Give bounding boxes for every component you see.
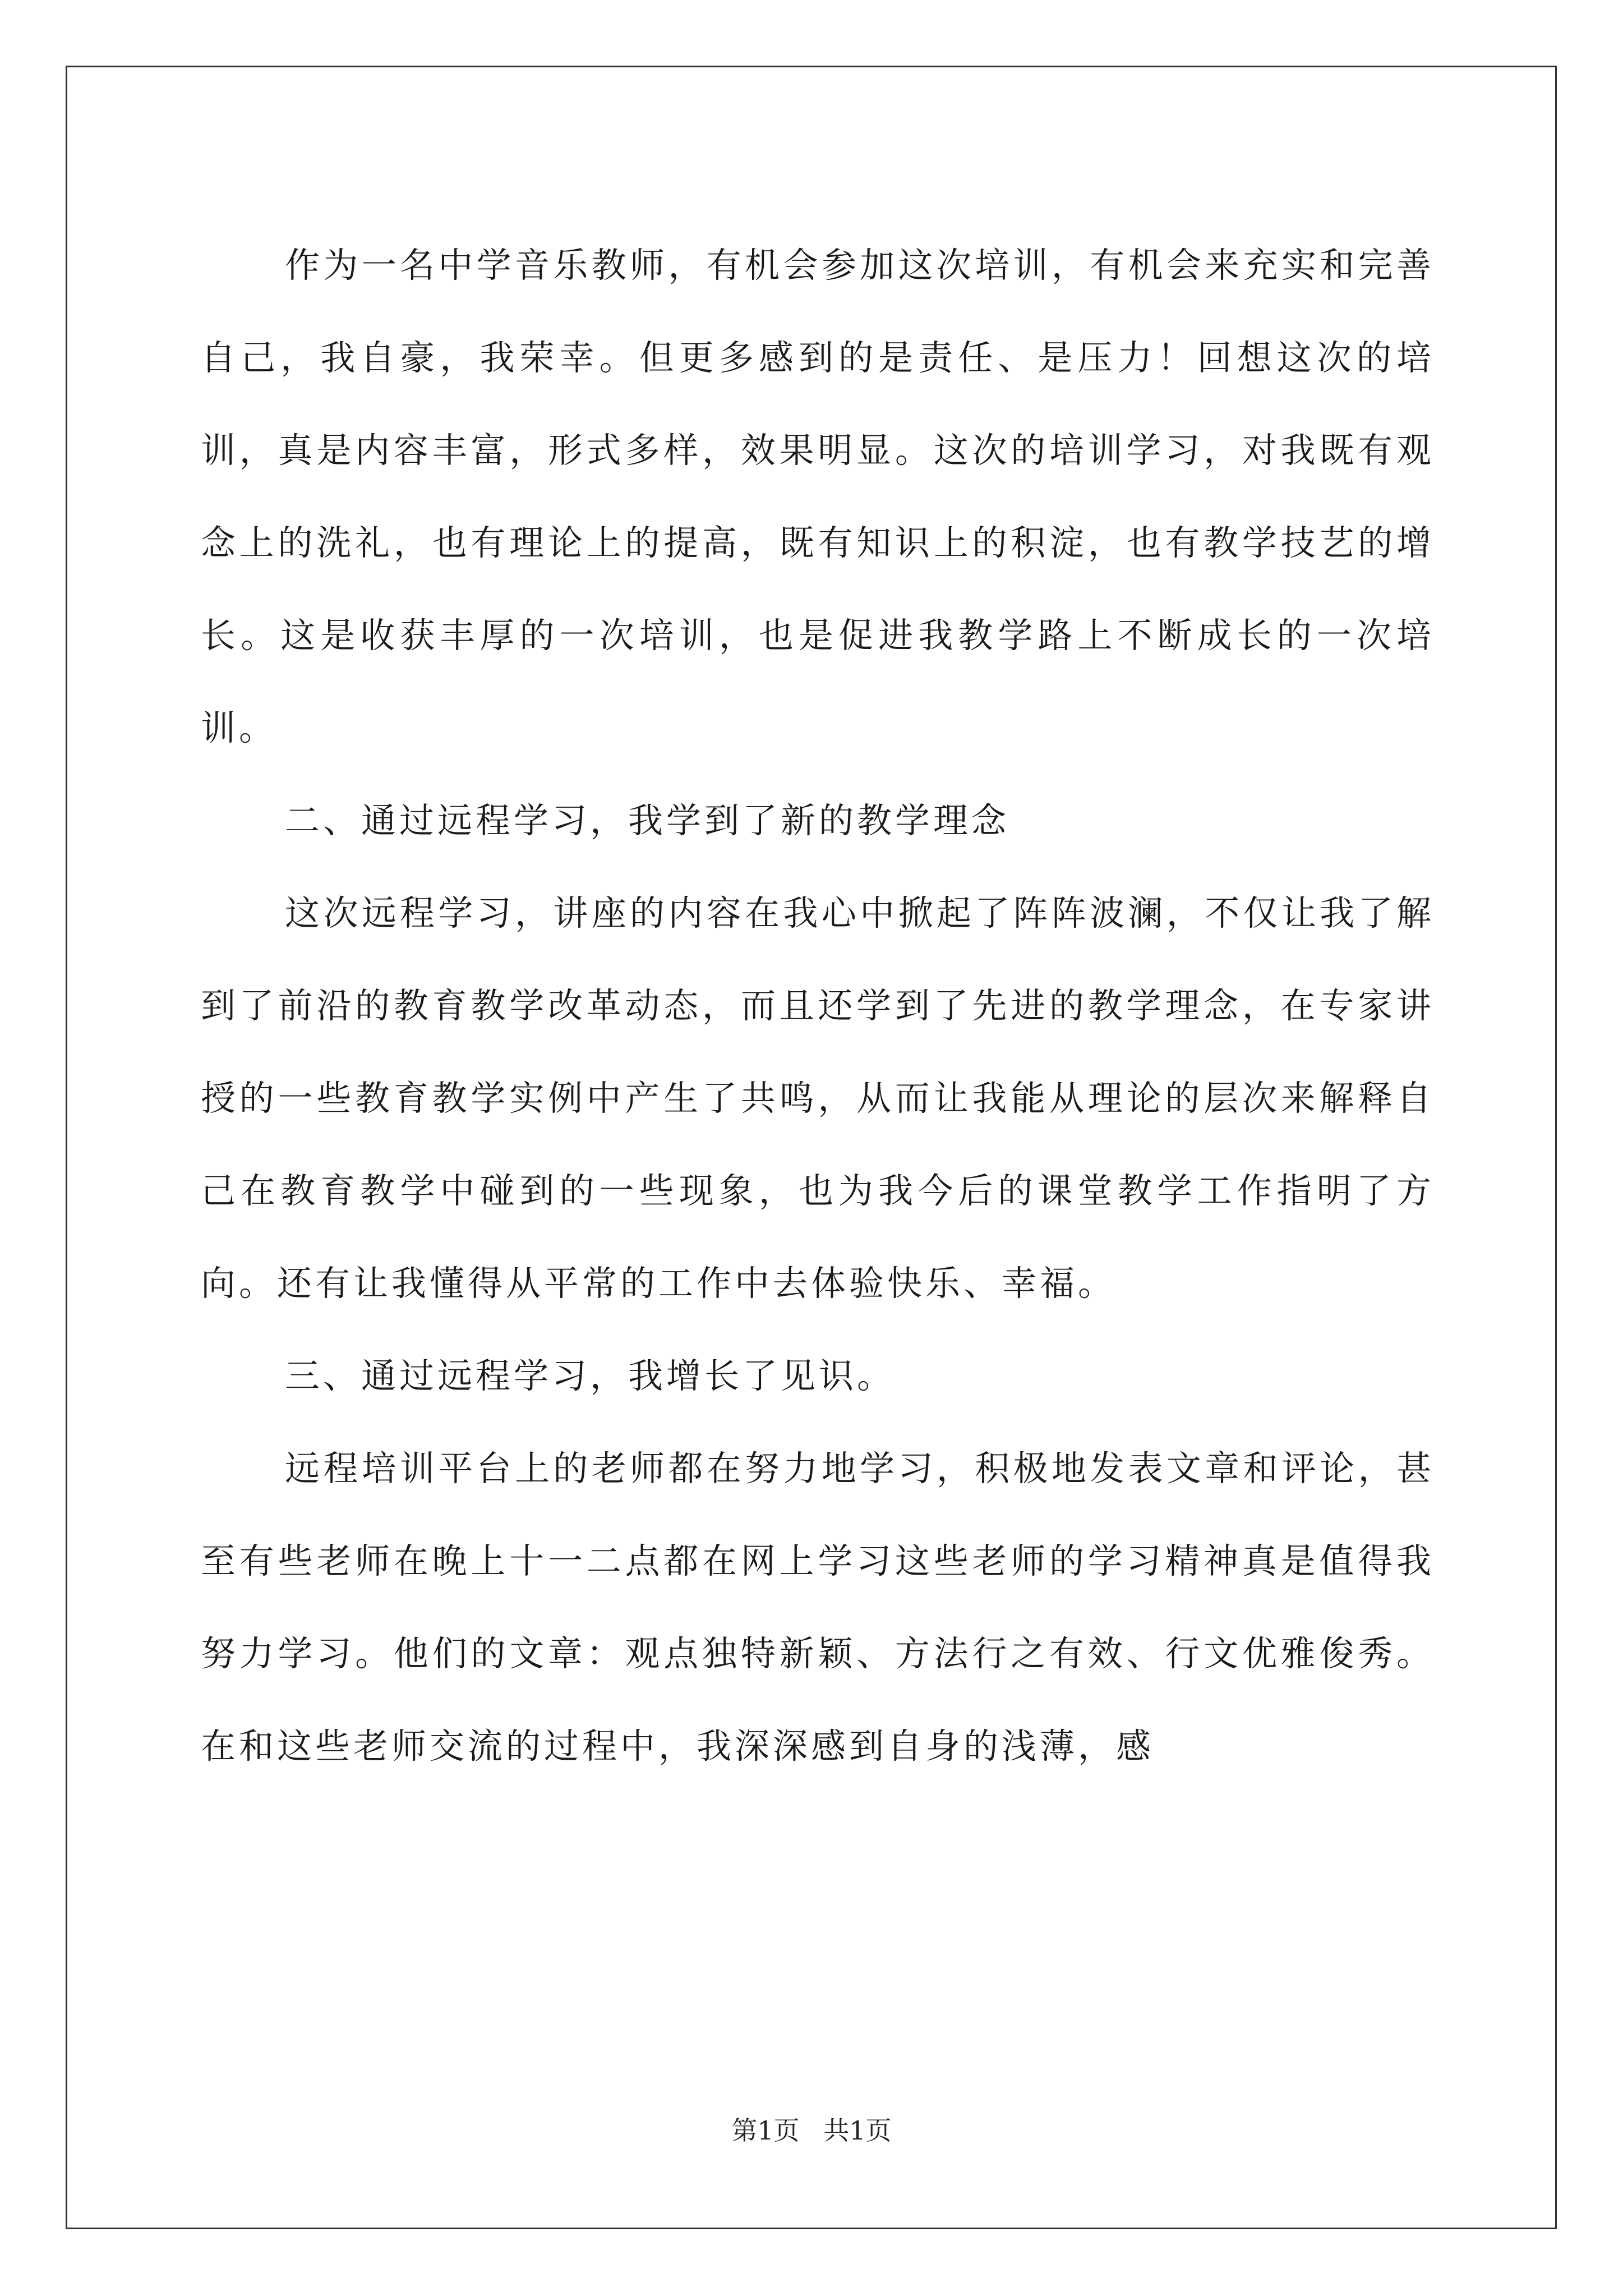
heading-section-2: 二、通过远程学习，我学到了新的教学理念 — [285, 800, 1010, 841]
page-number: 第1页 — [731, 2115, 800, 2146]
page-footer — [0, 2114, 1623, 2147]
paragraph-intro: 作为一名中学音乐教师，有机会参加这次培训，有机会来充实和完善自己，我自豪，我荣幸。但更多感到的是责任、是压力！回想这次的培训，真是内容丰富，形式多样，效果明显。这次的培训学习，对我既有观念上的洗礼，也有理论上的提高，既有知识上的积淀，也有教学技艺的增长。这是收获丰厚的一次培训，也是促进我教学路上不断成长的一次培训。 — [201, 245, 1435, 748]
document-body — [201, 219, 1435, 1792]
paragraph-section-2: 这次远程学习，讲座的内容在我心中掀起了阵阵波澜，不仅让我了解到了前沿的教育教学改革动态，而且还学到了先进的教学理念，在专家讲授的一些教育教学实例中产生了共鸣，从而让我能从理论的层次来解释自己在教育教学中碰到的一些现象，也为我今后的课堂教学工作指明了方向。还有让我懂得从平常的工作中去体验快乐、幸福。 — [201, 892, 1435, 1304]
paragraph-section-3: 远程培训平台上的老师都在努力地学习，积极地发表文章和评论，甚至有些老师在晚上十一二点都在网上学习这些老师的学习精神真是值得我努力学习。他们的文章：观点独特新颖、方法行之有效、行文优雅俊秀。在和这些老师交流的过程中，我深深感到自身的浅薄，感 — [201, 1448, 1435, 1766]
page-total: 共1页 — [823, 2115, 892, 2146]
heading-section-3: 三、通过远程学习，我增长了见识。 — [285, 1355, 896, 1396]
